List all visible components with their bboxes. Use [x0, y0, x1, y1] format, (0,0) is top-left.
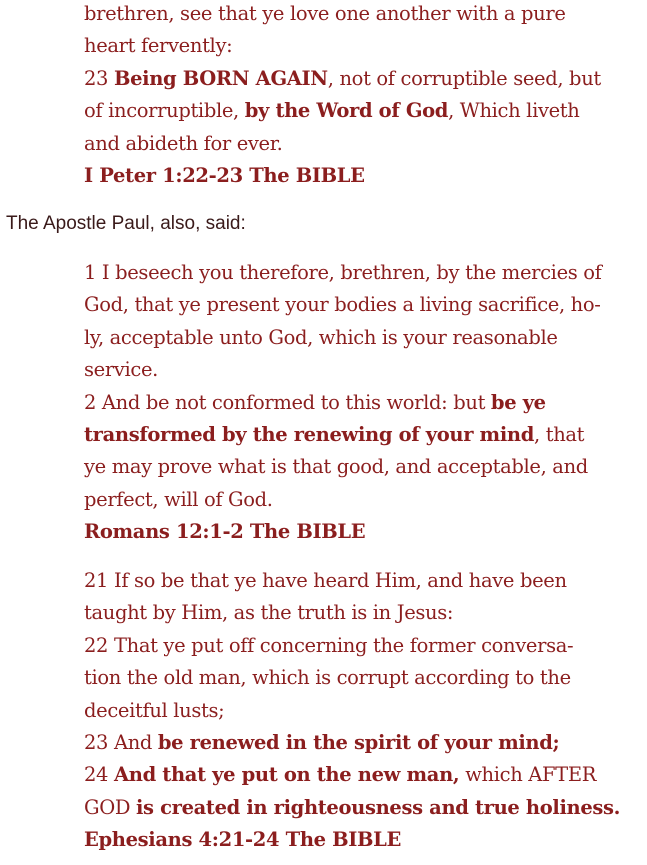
verse-line	[84, 792, 642, 824]
verse-text: which AFTER	[459, 763, 597, 787]
scripture-quote-ephesians	[84, 565, 642, 857]
verse-line: heart fervently:	[84, 34, 233, 58]
verse-line: ye may prove what is that good, and acceptable, and	[84, 455, 588, 479]
verse-text: 2 And be not conformed to this world: but	[84, 390, 491, 414]
emphasis-renewing-mind: transformed by the renewing of your mind	[84, 423, 535, 447]
scripture-quote-peter	[84, 0, 642, 192]
verse-text: GOD	[84, 795, 136, 819]
verse-line-2	[84, 387, 642, 419]
verse-line: service.	[84, 358, 158, 382]
verse-line: taught by Him, as the truth is in Jesus:	[84, 601, 454, 625]
emphasis-text: be ye	[490, 390, 546, 414]
scripture-reference: I Peter 1:22-23 The BIBLE	[84, 164, 365, 188]
verse-text: , not of corruptible seed, but	[327, 66, 601, 90]
verse-line: perfect, will of God.	[84, 487, 273, 511]
verse-number-text: 23	[84, 66, 114, 90]
verse-line	[84, 419, 642, 451]
verse-line-24	[84, 759, 642, 791]
emphasis-new-man: And that ye put on the new man,	[113, 763, 460, 787]
verse-line: 22 That ye put off concerning the former conversa-	[84, 633, 574, 657]
scripture-reference: Romans 12:1-2 The BIBLE	[84, 520, 366, 544]
verse-text: 23 And	[84, 731, 158, 755]
verse-line: and abideth for ever.	[84, 131, 283, 155]
emphasis-righteousness: is created in righteousness and true holiness.	[136, 795, 621, 819]
scripture-reference: Ephesians 4:21-24 The BIBLE	[84, 828, 402, 852]
verse-line: ly, acceptable unto God, which is your reasonable	[84, 325, 558, 349]
verse-line: brethren, see that ye love one another with a pure	[84, 2, 566, 25]
verse-line: 21 If so be that ye have heard Him, and have been	[84, 569, 567, 592]
verse-line-23	[84, 63, 642, 95]
verse-line: tion the old man, which is corrupt according to the	[84, 666, 571, 690]
scripture-quote-romans	[84, 257, 642, 549]
verse-text: of incorruptible,	[84, 99, 245, 123]
verse-text: , that	[534, 423, 585, 447]
verse-text: , Which liveth	[448, 99, 580, 123]
verse-line-23	[84, 727, 642, 759]
verse-text: 24	[84, 763, 114, 787]
narration-text: The Apostle Paul, also, said:	[6, 213, 246, 234]
emphasis-born-again: Being BORN AGAIN	[113, 66, 328, 90]
emphasis-renewed-spirit: be renewed in the spirit of your mind;	[157, 731, 560, 755]
verse-line: 1 I beseech you therefore, brethren, by the mercies of	[84, 261, 602, 284]
verse-line: deceitful lusts;	[84, 698, 225, 722]
emphasis-word-of-god: by the Word of God	[244, 99, 449, 123]
verse-line	[84, 95, 642, 127]
verse-line: God, that ye present your bodies a living sacrifice, ho-	[84, 293, 601, 317]
